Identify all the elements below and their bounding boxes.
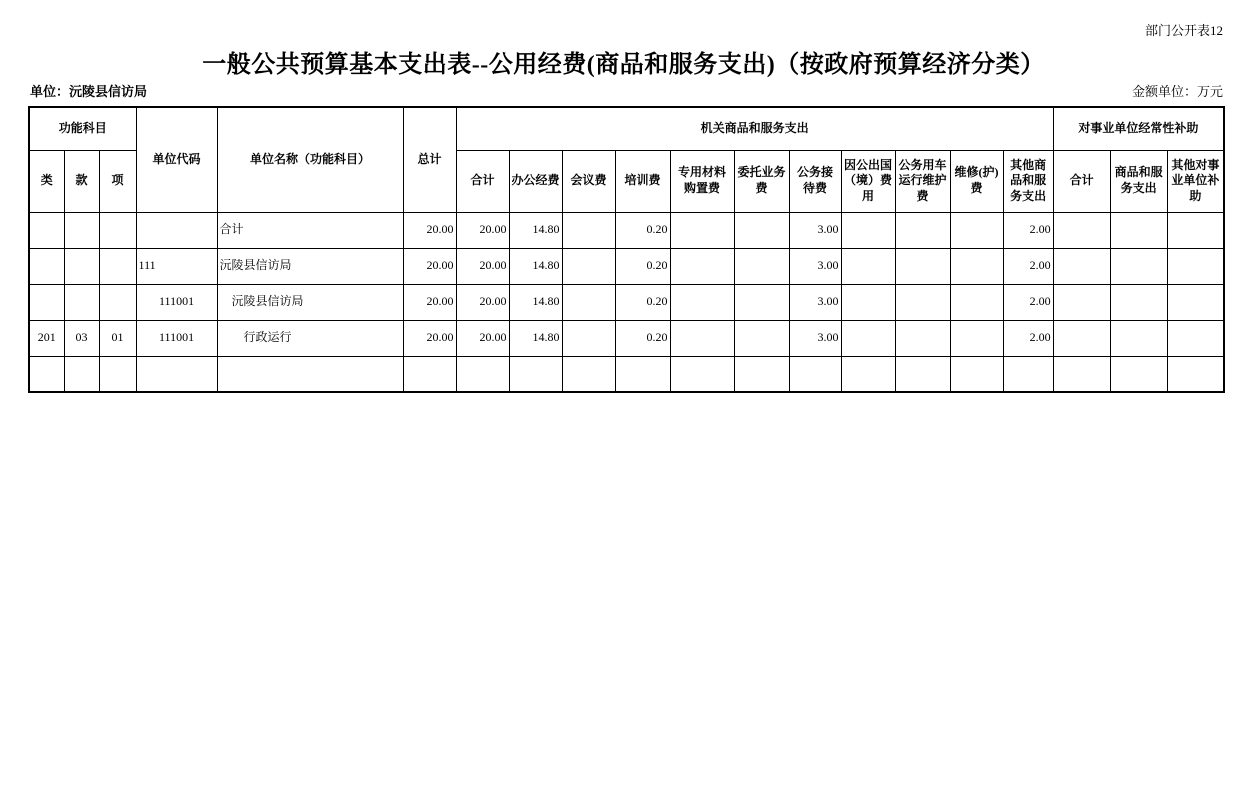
cell-unit-name: 沅陵县信访局	[217, 248, 403, 284]
cell-grand-total: 20.00	[403, 212, 456, 248]
cell-subsidy-goods-services	[1110, 248, 1167, 284]
cell-official-reception-fee	[789, 356, 841, 392]
header-unit-name: 单位名称（功能科目）	[217, 107, 403, 212]
cell-abroad-fee	[841, 284, 895, 320]
cell-repair-fee	[950, 356, 1003, 392]
cell-office-expense: 14.80	[509, 284, 562, 320]
cell-subsidy-goods-services	[1110, 284, 1167, 320]
table-row	[29, 212, 1224, 248]
cell-vehicle-maintenance-fee	[895, 248, 950, 284]
cell-repair-fee	[950, 248, 1003, 284]
header-subsidy-other: 其他对事业单位补助	[1167, 150, 1224, 212]
unit-label: 单位：沅陵县信访局	[30, 84, 148, 99]
cell-lei: 201	[29, 320, 64, 356]
cell-grand-total: 20.00	[403, 248, 456, 284]
header-col-xiang: 项	[99, 150, 136, 212]
cell-entrusted-business-fee	[734, 284, 789, 320]
cell-training-fee: 0.20	[615, 320, 670, 356]
cell-kuan	[64, 356, 99, 392]
cell-training-fee: 0.20	[615, 248, 670, 284]
cell-agency-total: 20.00	[456, 248, 509, 284]
cell-training-fee: 0.20	[615, 284, 670, 320]
cell-special-material-fee	[670, 356, 734, 392]
cell-vehicle-maintenance-fee	[895, 284, 950, 320]
cell-unit-name	[217, 356, 403, 392]
cell-unit-code: 111001	[136, 284, 217, 320]
cell-subsidy-total	[1053, 212, 1110, 248]
cell-office-expense: 14.80	[509, 212, 562, 248]
table-row	[29, 320, 1224, 356]
header-subsidy-goods-services: 商品和服务支出	[1110, 150, 1167, 212]
cell-xiang	[99, 248, 136, 284]
cell-lei	[29, 356, 64, 392]
header-training-fee: 培训费	[615, 150, 670, 212]
cell-entrusted-business-fee	[734, 212, 789, 248]
cell-unit-code	[136, 356, 217, 392]
cell-xiang	[99, 284, 136, 320]
header-other-goods-services: 其他商品和服务支出	[1003, 150, 1053, 212]
cell-xiang	[99, 212, 136, 248]
table-row	[29, 356, 1224, 392]
header-vehicle-maintenance-fee: 公务用车运行维护费	[895, 150, 950, 212]
cell-subsidy-other	[1167, 320, 1224, 356]
cell-official-reception-fee: 3.00	[789, 212, 841, 248]
cell-special-material-fee	[670, 212, 734, 248]
cell-repair-fee	[950, 284, 1003, 320]
cell-meeting-fee	[562, 320, 615, 356]
cell-meeting-fee	[562, 356, 615, 392]
cell-grand-total: 20.00	[403, 320, 456, 356]
cell-office-expense: 14.80	[509, 320, 562, 356]
cell-subsidy-other	[1167, 284, 1224, 320]
cell-entrusted-business-fee	[734, 248, 789, 284]
header-unit-code: 单位代码	[136, 107, 217, 212]
cell-lei	[29, 248, 64, 284]
cell-subsidy-total	[1053, 320, 1110, 356]
cell-vehicle-maintenance-fee	[895, 356, 950, 392]
cell-xiang: 01	[99, 320, 136, 356]
cell-repair-fee	[950, 212, 1003, 248]
cell-abroad-fee	[841, 356, 895, 392]
header-special-material-fee: 专用材料购置费	[670, 150, 734, 212]
cell-office-expense: 14.80	[509, 248, 562, 284]
cell-kuan: 03	[64, 320, 99, 356]
cell-other-goods-services	[1003, 356, 1053, 392]
cell-meeting-fee	[562, 248, 615, 284]
cell-agency-total: 20.00	[456, 212, 509, 248]
cell-unit-code: 111001	[136, 320, 217, 356]
cell-subsidy-total	[1053, 248, 1110, 284]
cell-abroad-fee	[841, 212, 895, 248]
header-official-reception-fee: 公务接待费	[789, 150, 841, 212]
cell-subsidy-total	[1053, 356, 1110, 392]
table-row	[29, 248, 1224, 284]
header-repair-fee: 维修(护)费	[950, 150, 1003, 212]
header-col-lei: 类	[29, 150, 64, 212]
cell-agency-total	[456, 356, 509, 392]
cell-subsidy-total	[1053, 284, 1110, 320]
cell-agency-total: 20.00	[456, 320, 509, 356]
cell-grand-total: 20.00	[403, 284, 456, 320]
header-agency-group: 机关商品和服务支出	[456, 107, 1053, 150]
cell-agency-total: 20.00	[456, 284, 509, 320]
cell-other-goods-services: 2.00	[1003, 212, 1053, 248]
cell-special-material-fee	[670, 248, 734, 284]
cell-unit-code	[136, 212, 217, 248]
cell-official-reception-fee: 3.00	[789, 284, 841, 320]
meta-row	[30, 81, 1223, 100]
header-grand-total: 总计	[403, 107, 456, 212]
cell-special-material-fee	[670, 284, 734, 320]
doc-sheet-label: 部门公开表12	[1144, 23, 1223, 38]
cell-unit-name: 行政运行	[217, 320, 403, 356]
cell-unit-code: 111	[136, 248, 217, 284]
amount-unit-label: 金额单位：万元	[1131, 84, 1223, 99]
table-row	[29, 284, 1224, 320]
cell-repair-fee	[950, 320, 1003, 356]
cell-other-goods-services: 2.00	[1003, 284, 1053, 320]
cell-subsidy-other	[1167, 212, 1224, 248]
cell-training-fee: 0.20	[615, 212, 670, 248]
header-office-expense: 办公经费	[509, 150, 562, 212]
cell-grand-total	[403, 356, 456, 392]
cell-kuan	[64, 284, 99, 320]
cell-vehicle-maintenance-fee	[895, 320, 950, 356]
cell-subsidy-goods-services	[1110, 356, 1167, 392]
cell-other-goods-services: 2.00	[1003, 248, 1053, 284]
cell-unit-name: 沅陵县信访局	[217, 284, 403, 320]
cell-subsidy-goods-services	[1110, 212, 1167, 248]
cell-lei	[29, 212, 64, 248]
cell-subsidy-other	[1167, 356, 1224, 392]
cell-abroad-fee	[841, 248, 895, 284]
header-abroad-fee: 因公出国（境）费用	[841, 150, 895, 212]
cell-entrusted-business-fee	[734, 356, 789, 392]
budget-table	[28, 106, 1225, 393]
cell-abroad-fee	[841, 320, 895, 356]
cell-kuan	[64, 212, 99, 248]
cell-kuan	[64, 248, 99, 284]
header-entrusted-business-fee: 委托业务费	[734, 150, 789, 212]
cell-meeting-fee	[562, 284, 615, 320]
cell-official-reception-fee: 3.00	[789, 248, 841, 284]
cell-meeting-fee	[562, 212, 615, 248]
cell-office-expense	[509, 356, 562, 392]
header-subsidy-group: 对事业单位经常性补助	[1053, 107, 1224, 150]
cell-entrusted-business-fee	[734, 320, 789, 356]
header-agency-total: 合计	[456, 150, 509, 212]
cell-vehicle-maintenance-fee	[895, 212, 950, 248]
header-col-kuan: 款	[64, 150, 99, 212]
header-meeting-fee: 会议费	[562, 150, 615, 212]
header-func-subject: 功能科目	[29, 107, 136, 150]
cell-special-material-fee	[670, 320, 734, 356]
cell-official-reception-fee: 3.00	[789, 320, 841, 356]
cell-xiang	[99, 356, 136, 392]
header-subsidy-total: 合计	[1053, 150, 1110, 212]
cell-training-fee	[615, 356, 670, 392]
page-title: 一般公共预算基本支出表--公用经费(商品和服务支出)（按政府预算经济分类）	[202, 52, 1045, 78]
cell-subsidy-other	[1167, 248, 1224, 284]
cell-subsidy-goods-services	[1110, 320, 1167, 356]
cell-other-goods-services: 2.00	[1003, 320, 1053, 356]
cell-unit-name: 合计	[217, 212, 403, 248]
cell-lei	[29, 284, 64, 320]
